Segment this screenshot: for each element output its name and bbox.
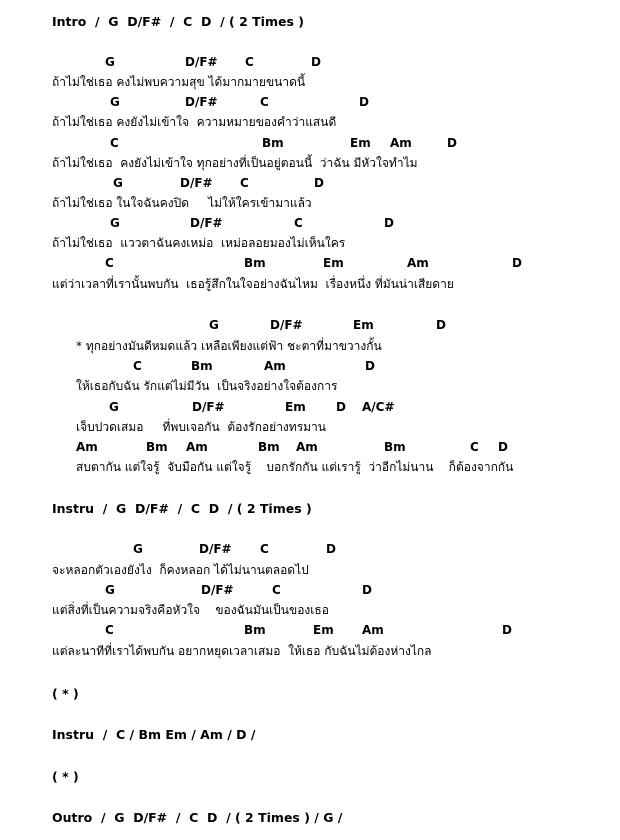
chord: Bm <box>191 359 213 373</box>
chord: C <box>133 359 142 373</box>
chord: G <box>209 318 219 332</box>
instru-line: Instru / C / Bm Em / Am / D / <box>52 727 256 742</box>
chord-row <box>0 542 620 558</box>
chord-row <box>0 318 620 334</box>
chord-row <box>0 440 620 456</box>
lyric-line: สบตากัน แต่ใจรู้ จับมือกัน แต่ใจรู้ บอกรักกัน แต่เรารู้ ว่าอีกไม่นาน ก็ต้องจากกัน <box>76 460 514 474</box>
chord: D/F# <box>190 216 223 230</box>
chord: D/F# <box>192 400 225 414</box>
lyric-line: ถ้าไม่ใช่เธอ คงยังไม่เข้าใจ ทุกอย่างที่เป็นอยู่ตอนนี้ ว่าฉัน มีหัวใจทำไม <box>52 156 418 170</box>
chord: Am <box>407 256 429 270</box>
chord: C <box>105 256 114 270</box>
chord: Am <box>296 440 318 454</box>
chord: D/F# <box>185 95 218 109</box>
chord-row <box>0 216 620 232</box>
chord: D <box>314 176 324 190</box>
chord: D/F# <box>185 55 218 69</box>
chord: Em <box>350 136 371 150</box>
chord: D <box>336 400 346 414</box>
chord: G <box>105 55 115 69</box>
chord: D/F# <box>199 542 232 556</box>
chord-row <box>0 359 620 375</box>
chord: G <box>133 542 143 556</box>
chord: C <box>245 55 254 69</box>
chord-row <box>0 583 620 599</box>
chord: G <box>109 400 119 414</box>
chord: C <box>294 216 303 230</box>
lyric-line: แต่สิ่งที่เป็นความจริงคือหัวใจ ของฉันมันเป็นของเธอ <box>52 603 329 617</box>
chord: Bm <box>262 136 284 150</box>
lyric-line: * ทุกอย่างมันดีหมดแล้ว เหลือเพียงแต่ฟ้า ชะตาที่มาขวางกั้น <box>76 339 382 353</box>
repeat-marker: ( * ) <box>52 686 79 701</box>
chord: C <box>470 440 479 454</box>
lyric-line: ถ้าไม่ใช่เธอ ในใจฉันคงปิด ไม่ให้ใครเข้ามาแล้ว <box>52 196 312 210</box>
chord: D <box>498 440 508 454</box>
chord: D/F# <box>180 176 213 190</box>
chord: D/F# <box>270 318 303 332</box>
chord: D <box>447 136 457 150</box>
chord: C <box>105 623 114 637</box>
lyric-line: ถ้าไม่ใช่เธอ คงไม่พบความสุข ได้มากมายขนาดนี้ <box>52 75 306 89</box>
chord: Em <box>323 256 344 270</box>
chord: D <box>384 216 394 230</box>
chord: G <box>105 583 115 597</box>
instru-line: Instru / G D/F# / C D / ( 2 Times ) <box>52 501 312 516</box>
chord: Am <box>76 440 98 454</box>
chord: Bm <box>384 440 406 454</box>
lyric-line: จะหลอกตัวเองยังไง ก็คงหลอก ได้ไม่นานตลอดไป <box>52 563 309 577</box>
repeat-marker: ( * ) <box>52 769 79 784</box>
chord: C <box>272 583 281 597</box>
chord: Em <box>353 318 374 332</box>
chord: D <box>365 359 375 373</box>
chord: A/C# <box>362 400 395 414</box>
intro-line: Intro / G D/F# / C D / ( 2 Times ) <box>52 14 304 29</box>
chord: D <box>359 95 369 109</box>
chord-row <box>0 400 620 416</box>
chord: Am <box>264 359 286 373</box>
chord: D <box>326 542 336 556</box>
lyric-line: ให้เธอกับฉัน รักแต่ไม่มีวัน เป็นจริงอย่างใจต้องการ <box>76 379 338 393</box>
chord-row <box>0 55 620 71</box>
chord: G <box>110 95 120 109</box>
chord: C <box>260 542 269 556</box>
chord: Bm <box>258 440 280 454</box>
chord: D <box>362 583 372 597</box>
chord-row <box>0 623 620 639</box>
lyric-line: ถ้าไม่ใช่เธอ คงยังไม่เข้าใจ ความหมายของคำว่าแสนดี <box>52 115 337 129</box>
chord: Bm <box>244 623 266 637</box>
chord: D/F# <box>201 583 234 597</box>
chord: D <box>436 318 446 332</box>
chord: Am <box>362 623 384 637</box>
lyric-line: ถ้าไม่ใช่เธอ แววตาฉันคงเหม่อ เหม่อลอยมองไม่เห็นใคร <box>52 236 346 250</box>
lyric-line: แต่ว่าเวลาที่เรานั้นพบกัน เธอรู้สึกในใจอย่างฉันไหม เรื่องหนึ่ง ที่มันน่าเสียดาย <box>52 277 454 291</box>
chord: G <box>110 216 120 230</box>
chord-row <box>0 136 620 152</box>
chord: D <box>502 623 512 637</box>
chord-row <box>0 95 620 111</box>
chord: Am <box>186 440 208 454</box>
chord: C <box>110 136 119 150</box>
outro-line: Outro / G D/F# / C D / ( 2 Times ) / G / <box>52 810 343 825</box>
chord: Am <box>390 136 412 150</box>
chord: Em <box>313 623 334 637</box>
lyric-line: เจ็บปวดเสมอ ที่พบเจอกัน ต้องรักอย่างทรมาน <box>76 420 327 434</box>
chord: C <box>240 176 249 190</box>
chord: D <box>311 55 321 69</box>
chord-row <box>0 256 620 272</box>
chord: C <box>260 95 269 109</box>
chord-row <box>0 176 620 192</box>
chord: Bm <box>146 440 168 454</box>
chord: Bm <box>244 256 266 270</box>
chord: Em <box>285 400 306 414</box>
lyric-line: แต่ละนาทีที่เราได้พบกัน อยากหยุดเวลาเสมอ ให้เธอ กับฉันไม่ต้องห่างไกล <box>52 644 432 658</box>
chord: D <box>512 256 522 270</box>
chord: G <box>113 176 123 190</box>
